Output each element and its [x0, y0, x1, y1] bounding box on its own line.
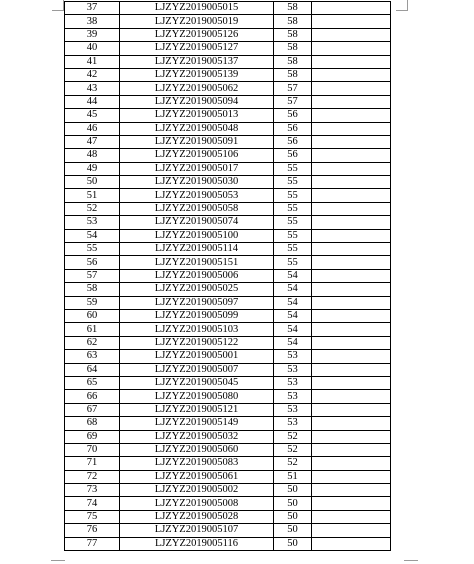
score-cell: 58	[274, 68, 312, 81]
row-number-cell: 69	[65, 430, 120, 443]
row-number-cell: 59	[65, 296, 120, 309]
candidate-id-cell: LJZYZ2019005106	[120, 149, 274, 162]
score-cell: 58	[274, 28, 312, 41]
table-row	[65, 256, 391, 269]
candidate-id-cell: LJZYZ2019005126	[120, 28, 274, 41]
row-number-cell: 64	[65, 363, 120, 376]
remark-cell	[312, 202, 391, 215]
candidate-id-cell: LJZYZ2019005080	[120, 390, 274, 403]
candidate-id-cell: LJZYZ2019005048	[120, 122, 274, 135]
row-number-cell: 61	[65, 323, 120, 336]
table-row	[65, 2, 391, 15]
table-row	[65, 350, 391, 363]
score-cell: 51	[274, 470, 312, 483]
remark-cell	[312, 42, 391, 55]
score-cell: 53	[274, 403, 312, 416]
candidate-id-cell: LJZYZ2019005107	[120, 524, 274, 537]
row-number-cell: 50	[65, 176, 120, 189]
table-row	[65, 55, 391, 68]
candidate-id-cell: LJZYZ2019005149	[120, 417, 274, 430]
remark-cell	[312, 484, 391, 497]
remark-cell	[312, 15, 391, 28]
remark-cell	[312, 470, 391, 483]
table-row	[65, 283, 391, 296]
score-cell: 54	[274, 283, 312, 296]
remark-cell	[312, 68, 391, 81]
row-number-cell: 67	[65, 403, 120, 416]
candidate-id-cell: LJZYZ2019005017	[120, 162, 274, 175]
table-row	[65, 243, 391, 256]
score-cell: 50	[274, 497, 312, 510]
remark-cell	[312, 95, 391, 108]
candidate-id-cell: LJZYZ2019005074	[120, 216, 274, 229]
score-cell: 53	[274, 350, 312, 363]
candidate-id-cell: LJZYZ2019005151	[120, 256, 274, 269]
candidate-id-cell: LJZYZ2019005116	[120, 537, 274, 550]
score-cell: 54	[274, 296, 312, 309]
score-cell: 55	[274, 176, 312, 189]
remark-cell	[312, 135, 391, 148]
candidate-id-cell: LJZYZ2019005008	[120, 497, 274, 510]
remark-cell	[312, 256, 391, 269]
remark-cell	[312, 443, 391, 456]
page-corner-mark-top-left	[51, 0, 64, 10]
remark-cell	[312, 122, 391, 135]
row-number-cell: 54	[65, 229, 120, 242]
row-number-cell: 68	[65, 417, 120, 430]
row-number-cell: 65	[65, 376, 120, 389]
table-row	[65, 524, 391, 537]
score-cell: 50	[274, 524, 312, 537]
table-row	[65, 162, 391, 175]
candidate-id-cell: LJZYZ2019005002	[120, 484, 274, 497]
table-row	[65, 149, 391, 162]
candidate-id-cell: LJZYZ2019005091	[120, 135, 274, 148]
table-row	[65, 336, 391, 349]
score-cell: 53	[274, 390, 312, 403]
row-number-cell: 42	[65, 68, 120, 81]
table-row	[65, 470, 391, 483]
remark-cell	[312, 457, 391, 470]
table-row	[65, 135, 391, 148]
row-number-cell: 72	[65, 470, 120, 483]
candidate-id-cell: LJZYZ2019005045	[120, 376, 274, 389]
remark-cell	[312, 176, 391, 189]
remark-cell	[312, 229, 391, 242]
table-row	[65, 122, 391, 135]
table-row	[65, 390, 391, 403]
row-number-cell: 39	[65, 28, 120, 41]
table-row	[65, 68, 391, 81]
row-number-cell: 52	[65, 202, 120, 215]
candidate-id-cell: LJZYZ2019005114	[120, 243, 274, 256]
score-cell: 57	[274, 95, 312, 108]
table-row	[65, 28, 391, 41]
score-cell: 52	[274, 430, 312, 443]
row-number-cell: 71	[65, 457, 120, 470]
score-table	[64, 1, 391, 551]
candidate-id-cell: LJZYZ2019005007	[120, 363, 274, 376]
candidate-id-cell: LJZYZ2019005019	[120, 15, 274, 28]
table-row	[65, 484, 391, 497]
remark-cell	[312, 55, 391, 68]
row-number-cell: 62	[65, 336, 120, 349]
remark-cell	[312, 390, 391, 403]
row-number-cell: 41	[65, 55, 120, 68]
row-number-cell: 49	[65, 162, 120, 175]
candidate-id-cell: LJZYZ2019005030	[120, 176, 274, 189]
row-number-cell: 38	[65, 15, 120, 28]
remark-cell	[312, 243, 391, 256]
table-row	[65, 497, 391, 510]
page-corner-mark-top-right	[407, 0, 420, 10]
remark-cell	[312, 323, 391, 336]
remark-cell	[312, 363, 391, 376]
remark-cell	[312, 189, 391, 202]
page-corner-mark-bottom-left	[51, 560, 65, 564]
score-cell: 55	[274, 189, 312, 202]
remark-cell	[312, 376, 391, 389]
score-cell: 55	[274, 162, 312, 175]
remark-cell	[312, 82, 391, 95]
score-cell: 53	[274, 363, 312, 376]
table-row	[65, 216, 391, 229]
table-row	[65, 82, 391, 95]
row-number-cell: 76	[65, 524, 120, 537]
row-number-cell: 58	[65, 283, 120, 296]
score-cell: 55	[274, 256, 312, 269]
candidate-id-cell: LJZYZ2019005061	[120, 470, 274, 483]
table-row	[65, 430, 391, 443]
row-number-cell: 47	[65, 135, 120, 148]
row-number-cell: 55	[65, 243, 120, 256]
table-row	[65, 176, 391, 189]
remark-cell	[312, 417, 391, 430]
candidate-id-cell: LJZYZ2019005121	[120, 403, 274, 416]
candidate-id-cell: LJZYZ2019005099	[120, 309, 274, 322]
candidate-id-cell: LJZYZ2019005001	[120, 350, 274, 363]
candidate-id-cell: LJZYZ2019005062	[120, 82, 274, 95]
score-cell: 56	[274, 109, 312, 122]
candidate-id-cell: LJZYZ2019005083	[120, 457, 274, 470]
table-row	[65, 363, 391, 376]
remark-cell	[312, 296, 391, 309]
score-cell: 54	[274, 336, 312, 349]
row-number-cell: 70	[65, 443, 120, 456]
score-cell: 57	[274, 82, 312, 95]
row-number-cell: 75	[65, 510, 120, 523]
score-cell: 54	[274, 323, 312, 336]
score-cell: 54	[274, 269, 312, 282]
candidate-id-cell: LJZYZ2019005127	[120, 42, 274, 55]
table-row	[65, 202, 391, 215]
table-row	[65, 417, 391, 430]
table-row	[65, 109, 391, 122]
table-row	[65, 296, 391, 309]
remark-cell	[312, 350, 391, 363]
table-row	[65, 95, 391, 108]
score-cell: 55	[274, 229, 312, 242]
score-cell: 55	[274, 216, 312, 229]
table-row	[65, 189, 391, 202]
table-row	[65, 457, 391, 470]
row-number-cell: 45	[65, 109, 120, 122]
remark-cell	[312, 524, 391, 537]
row-number-cell: 66	[65, 390, 120, 403]
page-corner-tick-top-left	[52, 10, 64, 11]
row-number-cell: 51	[65, 189, 120, 202]
candidate-id-cell: LJZYZ2019005025	[120, 283, 274, 296]
page-corner-mark-bottom-right	[404, 560, 418, 564]
candidate-id-cell: LJZYZ2019005139	[120, 68, 274, 81]
candidate-id-cell: LJZYZ2019005053	[120, 189, 274, 202]
candidate-id-cell: LJZYZ2019005103	[120, 323, 274, 336]
table-row	[65, 510, 391, 523]
score-cell: 50	[274, 537, 312, 550]
remark-cell	[312, 283, 391, 296]
score-table-body	[65, 2, 391, 551]
row-number-cell: 46	[65, 122, 120, 135]
remark-cell	[312, 430, 391, 443]
row-number-cell: 77	[65, 537, 120, 550]
score-cell: 54	[274, 309, 312, 322]
candidate-id-cell: LJZYZ2019005032	[120, 430, 274, 443]
table-row	[65, 229, 391, 242]
candidate-id-cell: LJZYZ2019005097	[120, 296, 274, 309]
page-corner-tick-top-right	[396, 10, 408, 11]
score-cell: 50	[274, 484, 312, 497]
remark-cell	[312, 309, 391, 322]
remark-cell	[312, 109, 391, 122]
score-cell: 58	[274, 2, 312, 15]
row-number-cell: 53	[65, 216, 120, 229]
remark-cell	[312, 216, 391, 229]
table-row	[65, 443, 391, 456]
score-cell: 58	[274, 55, 312, 68]
score-cell: 52	[274, 443, 312, 456]
candidate-id-cell: LJZYZ2019005094	[120, 95, 274, 108]
table-row	[65, 376, 391, 389]
remark-cell	[312, 269, 391, 282]
score-cell: 56	[274, 122, 312, 135]
row-number-cell: 56	[65, 256, 120, 269]
row-number-cell: 57	[65, 269, 120, 282]
score-cell: 56	[274, 135, 312, 148]
candidate-id-cell: LJZYZ2019005060	[120, 443, 274, 456]
row-number-cell: 63	[65, 350, 120, 363]
candidate-id-cell: LJZYZ2019005013	[120, 109, 274, 122]
row-number-cell: 44	[65, 95, 120, 108]
candidate-id-cell: LJZYZ2019005015	[120, 2, 274, 15]
score-cell: 58	[274, 15, 312, 28]
table-row	[65, 42, 391, 55]
row-number-cell: 48	[65, 149, 120, 162]
table-row	[65, 15, 391, 28]
row-number-cell: 60	[65, 309, 120, 322]
remark-cell	[312, 2, 391, 15]
score-cell: 56	[274, 149, 312, 162]
candidate-id-cell: LJZYZ2019005028	[120, 510, 274, 523]
table-row	[65, 403, 391, 416]
candidate-id-cell: LJZYZ2019005006	[120, 269, 274, 282]
remark-cell	[312, 162, 391, 175]
row-number-cell: 73	[65, 484, 120, 497]
row-number-cell: 74	[65, 497, 120, 510]
candidate-id-cell: LJZYZ2019005100	[120, 229, 274, 242]
candidate-id-cell: LJZYZ2019005058	[120, 202, 274, 215]
score-cell: 53	[274, 376, 312, 389]
score-cell: 55	[274, 243, 312, 256]
remark-cell	[312, 403, 391, 416]
row-number-cell: 37	[65, 2, 120, 15]
candidate-id-cell: LJZYZ2019005137	[120, 55, 274, 68]
row-number-cell: 43	[65, 82, 120, 95]
remark-cell	[312, 28, 391, 41]
table-row	[65, 323, 391, 336]
remark-cell	[312, 510, 391, 523]
score-cell: 52	[274, 457, 312, 470]
remark-cell	[312, 497, 391, 510]
remark-cell	[312, 336, 391, 349]
score-cell: 53	[274, 417, 312, 430]
table-row	[65, 269, 391, 282]
score-cell: 55	[274, 202, 312, 215]
score-cell: 50	[274, 510, 312, 523]
score-cell: 58	[274, 42, 312, 55]
remark-cell	[312, 537, 391, 550]
table-row	[65, 537, 391, 550]
candidate-id-cell: LJZYZ2019005122	[120, 336, 274, 349]
remark-cell	[312, 149, 391, 162]
table-row	[65, 309, 391, 322]
row-number-cell: 40	[65, 42, 120, 55]
